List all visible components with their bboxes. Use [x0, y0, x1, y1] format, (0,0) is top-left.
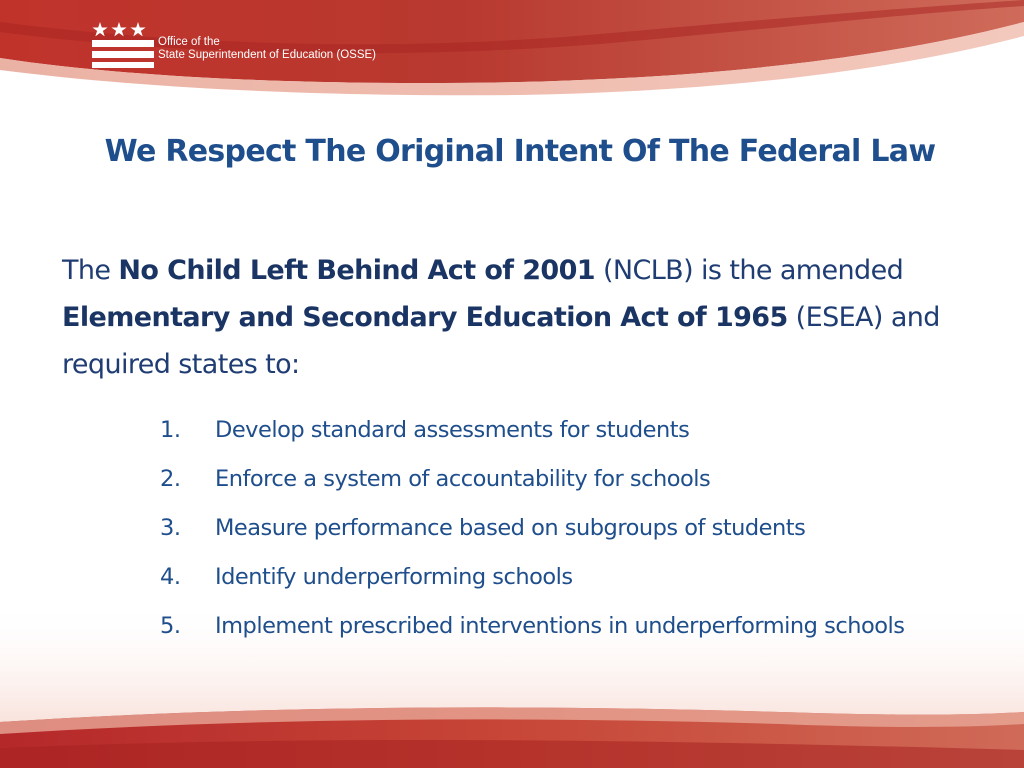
- esea-act-name: Elementary and Secondary Education Act of 1965: [62, 302, 788, 333]
- list-item-text: Develop standard assessments for students: [215, 417, 690, 443]
- requirements-list: [160, 410, 1010, 655]
- slide-title: We Respect The Original Intent Of The Federal Law: [104, 134, 936, 169]
- list-item: [160, 557, 1010, 598]
- org-name: [158, 36, 376, 62]
- nclb-act-name: No Child Left Behind Act of 2001: [118, 255, 595, 286]
- osse-logo: [92, 22, 412, 68]
- list-item-text: Measure performance based on subgroups of students: [215, 515, 806, 541]
- list-item: [160, 459, 1010, 500]
- org-name-line1: Office of the: [158, 36, 220, 48]
- intro-paragraph: [62, 247, 982, 388]
- list-item-text: Implement prescribed interventions in underperforming schools: [215, 613, 905, 639]
- list-item-number: 1.: [160, 417, 181, 443]
- list-item-number: 4.: [160, 564, 181, 590]
- list-item-number: 5.: [160, 613, 181, 639]
- org-name-line2: State Superintendent of Education (OSSE): [158, 49, 376, 61]
- list-item-number: 2.: [160, 466, 181, 492]
- intro-text-3: (ESEA) and required states to:: [62, 302, 940, 380]
- list-item-text: Identify underperforming schools: [215, 564, 573, 590]
- list-item: [160, 410, 1010, 451]
- list-item: [160, 606, 1010, 647]
- list-item-number: 3.: [160, 515, 181, 541]
- intro-text-2: (NCLB) is the amended: [594, 255, 904, 286]
- list-item-text: Enforce a system of accountability for schools: [215, 466, 711, 492]
- intro-text-1: The: [62, 255, 119, 286]
- dc-flag-icon: [92, 22, 154, 68]
- list-item: [160, 508, 1010, 549]
